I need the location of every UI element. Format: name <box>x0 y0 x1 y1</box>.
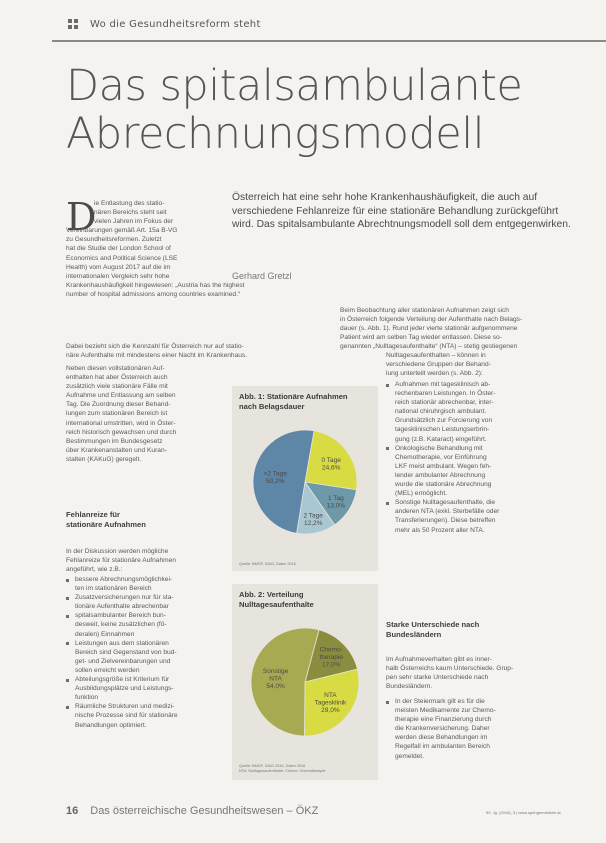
list-item-line: desweit, keine zusätzlichen (fö- <box>75 621 167 629</box>
text-line: angeführt, wie z.B.: <box>66 566 123 574</box>
list-item-line: deralen) Einnahmen <box>75 630 135 638</box>
list-item-line: anderen NTA (exkl. Sterbefälle oder <box>395 508 500 516</box>
col3-paragraph-1 <box>386 351 576 378</box>
text-line: international umstritten, wird in Öster- <box>66 419 176 427</box>
list-item-line: funktion <box>75 694 99 702</box>
list-item-line: In der Steiermark gilt es für die <box>395 698 485 705</box>
section-header: Wo die Gesundheitsreform steht <box>90 19 261 30</box>
text-line: nären Bereichs steht seit <box>94 209 167 217</box>
text-line: lung unterteilt werden (s. Abb. 2): <box>386 370 483 378</box>
list-item-line: sollen erreicht werden <box>75 666 140 674</box>
text-line: zusätzlich viele stationäre Fälle mit <box>66 383 168 391</box>
text-line: Health) vom August 2017 auf die im <box>66 263 171 271</box>
section-icon <box>68 19 78 29</box>
slice-label: 50,2% <box>266 478 285 486</box>
text-line: vielen Jahren im Fokus der <box>94 218 174 226</box>
list-item-line: Bereich sind Gegenstand von bud- <box>75 648 177 656</box>
list-item-line: gemeldet. <box>395 752 424 760</box>
text-line: Vereinbarungen gemäß Art. 15a B-VG <box>66 227 178 235</box>
list-item-line: get- und Zielvereinbarungen und <box>75 657 171 665</box>
text-line: number of hospital admissions among countries examined.“ <box>66 290 241 298</box>
slice-label: NTA <box>269 675 282 683</box>
list-item-line: die Krankenversicherung. Daher <box>395 725 490 733</box>
list-item <box>386 697 576 761</box>
text-line: Beim Beobachtung aller stationären Aufnahmen zeigt sich <box>340 307 509 314</box>
figure-2-title: Abb. 2: Verteilung Nulltagesaufenthalte <box>239 590 314 609</box>
col3-paragraph-2 <box>386 655 576 691</box>
list-item-line: Zusatzversicherungen nur für sta- <box>75 594 174 602</box>
list-item <box>386 444 576 499</box>
list-item <box>66 611 226 638</box>
list-item-line: Abteilungsgröße ist Kriterium für <box>75 676 170 684</box>
intro-paragraph <box>66 195 245 299</box>
slice-label: therapie <box>319 653 343 661</box>
list-item <box>66 639 226 675</box>
figure-1-source: Quelle: BMGF, DIAG, Daten 2016 <box>239 562 296 566</box>
slice-label: 13,0% <box>326 502 346 510</box>
slice-label: 12,2% <box>303 519 323 527</box>
author-name: Gerhard Gretzl <box>232 271 292 281</box>
slice-label: 24,6% <box>321 464 341 472</box>
text-line: Economics and Political Science (LSE <box>66 254 178 262</box>
list-item-line: tagesklinischen Leistungserbrin- <box>395 426 490 434</box>
text-line: Krankenhaushäufigkeit hingewiesen: „Austria has the highest <box>66 281 245 289</box>
text-line: Dabei bezieht sich die Kennzahl für Österreich nur auf statio- <box>66 343 244 350</box>
figure-1 <box>232 386 378 571</box>
magazine-title: Das österreichische Gesundheitswesen – ÖKZ <box>90 805 319 817</box>
pie-chart-2 <box>232 614 378 752</box>
text-line: stalten (KAKuG) geregelt. <box>66 455 142 463</box>
text-line: Fehlanreize für stationäre Aufnahmen <box>66 557 176 565</box>
text-line: lungen zum stationären Bereich ist <box>66 410 168 418</box>
list-item-line: Sonstige Nulltagesaufenthalte, die <box>395 499 496 507</box>
text-line: zu Gesundheitsreformen. Zuletzt <box>66 236 162 244</box>
list-item-line: Räumliche Strukturen und medizi- <box>75 703 175 711</box>
slice-label: 0 Tage <box>321 456 341 464</box>
list-item-line: national chiruhrgisch ambulant. <box>395 408 487 416</box>
figure-2 <box>232 584 378 780</box>
col1-paragraph-3 <box>66 364 226 464</box>
list-item-line: gung (z.B. Kataract) eingeführt. <box>395 435 487 443</box>
text-line: über Krankenanstalten und Kuran- <box>66 446 167 454</box>
header-divider <box>52 40 606 42</box>
pie-chart-1 <box>232 416 378 551</box>
bundeslaender-list <box>386 697 576 761</box>
slice-label: 1 Tag <box>327 495 344 503</box>
list-item-line: meisten Medikamente zur Chemo- <box>395 707 496 715</box>
fehlanreize-list <box>66 575 226 730</box>
text-line: verschiedene Gruppen der Behand- <box>386 361 491 369</box>
list-item-line: spitalsambulanter Bereich bun- <box>75 612 166 620</box>
list-item-line: Onkologische Behandlung mit <box>395 444 483 452</box>
slice-label: Tagesklinik <box>314 699 347 707</box>
list-item <box>66 675 226 702</box>
list-item-line: nische Prozesse sind für stationäre <box>75 712 178 720</box>
subheading-fehlanreize: Fehlanreize für stationäre Aufnahmen <box>66 510 146 529</box>
list-item-line: tionäre Aufenthalte abrechenbar <box>75 603 169 611</box>
figure-2-source: Quelle: BMGF, DIAG 2016, Daten 2016 NTA: Nulltagesaufenthalte; Chemo: Chemotherapie <box>239 764 326 773</box>
slice-label: 54,0% <box>266 682 285 690</box>
slice-label: 2 Tage <box>303 512 323 520</box>
subheading-bundeslaender: Starke Unterschiede nach Bundesländern <box>386 620 480 639</box>
list-item-line: lender ambulanter Abrechnung <box>395 471 486 479</box>
list-item <box>386 380 576 444</box>
list-item-line: Leistungen aus dem stationären <box>75 639 169 647</box>
behandlung-list <box>386 380 576 535</box>
text-line: reich historisch gewachsen und durch <box>66 428 177 436</box>
list-item-line: (MEL) ermöglicht. <box>395 490 448 498</box>
list-item-line: Chemotherapie, vor Einführung <box>395 453 487 461</box>
text-line: genannten „Nulltagesaufenthalte“ (NTA) – stetig gestiegenen <box>340 343 518 351</box>
text-line: Neben diesen vollstationären Auf- <box>66 365 165 372</box>
text-line: Patient wird am selben Tag wieder entlassen. Diese so- <box>340 334 502 342</box>
text-line: in Österreich folgende Verteilung der Aufenthalte nach Belags- <box>340 316 523 324</box>
col1-paragraph-2 <box>66 342 306 360</box>
list-item <box>386 498 576 534</box>
slice-label: >2 Tage <box>263 470 287 478</box>
issue-info: 59. Jg. (2018), 3 | www.springermedizin.at <box>486 810 561 815</box>
list-item-line: reich stationär abrechenbar, inter- <box>395 399 494 407</box>
list-item-line: wurde die stationäre Abrechnung <box>395 481 492 489</box>
text-line: Nulltagesaufenthalten – können in <box>386 352 486 359</box>
list-item-line: Aufnahmen mit tagesklinisch ab- <box>395 381 491 388</box>
article-title: Das spitalsambulante Abrechnungsmodell <box>66 61 523 159</box>
text-line: dauer (s. Abb. 1). Rund jeder vierte stationär aufgenommene <box>340 325 518 333</box>
text-line: halb Österreichs kaum Unterschiede. Grup- <box>386 665 514 673</box>
slice-label: 29,0% <box>321 707 340 715</box>
slice-label: 17,0% <box>322 661 341 669</box>
list-item-line: ten im stationären Bereich <box>75 585 152 593</box>
list-item-line: Transferierungen). Diese betreffen <box>395 517 496 525</box>
text-line: enthalten hat aber Österreich auch <box>66 374 168 382</box>
text-line: hat die Studie der London School of <box>66 245 171 253</box>
text-line: pen sehr starke Unterschiede nach <box>386 674 489 682</box>
list-item-line: werden diese Behandlungen im <box>395 734 488 742</box>
text-line: ie Entlastung des statio- <box>94 200 165 207</box>
article-lead: Österreich hat eine sehr hohe Krankenhaushäufigkeit, die auch auf verschiedene Fehlanreize für eine stationäre Behandlung zurückgeführt wird. Das spitalsambulante Abrechtnungsmodell soll dem entgegenwirken. <box>232 192 571 231</box>
list-item-line: mehr als 50 Prozent aller NTA. <box>395 526 485 534</box>
text-line: Tag. Die Zuordnung dieser Behand- <box>66 401 171 409</box>
col1-paragraph-4 <box>66 547 226 574</box>
slice-label: NTA <box>324 692 337 700</box>
drop-cap: D <box>66 195 97 239</box>
list-item-line: LKF meist ambulant. Wegen feh- <box>395 462 492 470</box>
list-item-line: Grundsätzlich zur Forcierung von <box>395 417 493 425</box>
list-item-line: bessere Abrechnungsmöglichkei- <box>75 576 173 583</box>
list-item-line: therapie eine Finanzierung durch <box>395 716 492 724</box>
text-line: Aufnahme und Entlassung am selben <box>66 392 176 400</box>
text-line: Bestimmungen im Bundesgesetz <box>66 437 163 445</box>
list-item <box>66 593 226 611</box>
list-item <box>66 702 226 729</box>
footer <box>66 805 318 817</box>
text-line: näre Aufenthalte mit mindestens einer Nacht im Krankenhaus. <box>66 352 248 360</box>
text-line: Im Aufnahmeverhalten gibt es inner- <box>386 656 492 663</box>
list-item-line: Regelfall im ambulanten Bereich <box>395 743 490 751</box>
figure-1-title: Abb. 1: Stationäre Aufnahmen nach Belagsdauer <box>239 392 348 411</box>
page-number: 16 <box>66 805 79 817</box>
slice-label: Chemo- <box>319 646 343 654</box>
list-item-line: rechenbaren Leistungen. In Öster- <box>395 390 496 398</box>
text-line: In der Diskussion werden mögliche <box>66 548 169 555</box>
slice-label: Sonstige <box>262 667 289 675</box>
list-item-line: Behandlungen optimiert. <box>75 721 147 729</box>
text-line: internationalen Vergleich sehr hohe <box>66 272 170 280</box>
text-line: Bundesländern. <box>386 683 433 691</box>
list-item <box>66 575 226 593</box>
list-item-line: Ausbildungsplätze und Leistungs- <box>75 685 174 693</box>
